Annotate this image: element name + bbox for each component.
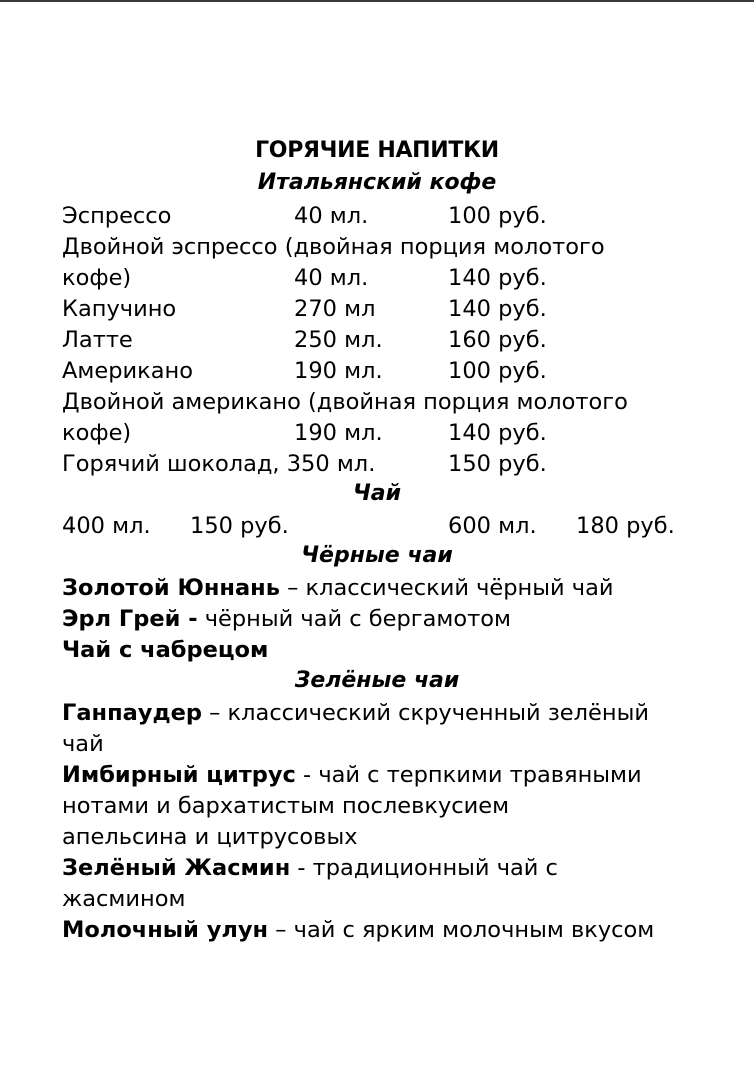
item-name: кофе) — [62, 265, 132, 291]
tea-heading: Чай — [352, 481, 402, 506]
item-volume: 40 мл. — [294, 203, 369, 229]
black-tea-item — [62, 572, 613, 604]
tea-small-volume: 400 мл. — [62, 513, 151, 539]
tea-name: Молочный улун — [62, 917, 269, 943]
item-price: 150 руб. — [448, 451, 547, 477]
item-price: 140 руб. — [448, 265, 547, 291]
green-tea-item — [62, 759, 642, 791]
tea-description: – классический чёрный чай — [279, 575, 614, 601]
tea-name: Ганпаудер — [62, 700, 202, 726]
tea-description: – классический скрученный зелёный — [202, 700, 649, 726]
green-teas-heading: Зелёные чаи — [294, 668, 460, 693]
tea-description-continued: апельсина и цитрусовых — [62, 824, 358, 850]
tea-name: Эрл Грей - — [62, 606, 198, 632]
tea-description: – чай с ярким молочным вкусом — [268, 917, 655, 943]
top-border-line — [0, 0, 754, 2]
tea-description: - традиционный чай с — [290, 855, 558, 881]
item-price: 100 руб. — [448, 358, 547, 384]
item-price: 160 руб. — [448, 327, 547, 353]
item-volume: 270 мл — [294, 296, 376, 322]
item-volume: 190 мл. — [294, 358, 383, 384]
tea-name: Золотой Юннань — [62, 575, 280, 601]
green-tea-item — [62, 852, 558, 884]
black-tea-item — [62, 603, 511, 635]
green-tea-item — [62, 914, 654, 946]
item-price: 140 руб. — [448, 296, 547, 322]
item-volume: 250 мл. — [294, 327, 383, 353]
tea-small-price: 150 руб. — [190, 513, 289, 539]
black-teas-heading: Чёрные чаи — [301, 543, 453, 568]
item-name: Американо — [62, 358, 193, 384]
item-volume: 40 мл. — [294, 265, 369, 291]
tea-large-price: 180 руб. — [576, 513, 675, 539]
tea-description: чёрный чай с бергамотом — [197, 606, 511, 632]
item-name: кофе) — [62, 420, 132, 446]
tea-description: - чай с терпкими травяными — [295, 762, 642, 788]
item-name: Эспрессо — [62, 203, 172, 229]
green-tea-item — [62, 697, 649, 729]
item-name: Капучино — [62, 296, 177, 322]
tea-description-continued: нотами и бархатистым послевкусием — [62, 793, 510, 819]
item-name: Горячий шоколад, 350 мл. — [62, 451, 376, 477]
tea-description-continued: чай — [62, 731, 104, 757]
tea-name: Имбирный цитрус — [62, 762, 296, 788]
coffee-row-double-americano-name: Двойной американо (двойная порция молотого — [62, 389, 628, 415]
item-volume: 190 мл. — [294, 420, 383, 446]
tea-large-volume: 600 мл. — [448, 513, 537, 539]
menu-title: ГОРЯЧИЕ НАПИТКИ — [255, 138, 499, 163]
tea-description-continued: жасмином — [62, 886, 186, 912]
tea-name: Чай с чабрецом — [62, 637, 269, 663]
item-price: 100 руб. — [448, 203, 547, 229]
coffee-row-double-espresso-name: Двойной эспрессо (двойная порция молотого — [62, 234, 605, 260]
item-price: 140 руб. — [448, 420, 547, 446]
coffee-heading: Итальянский кофе — [257, 170, 497, 195]
item-name: Латте — [62, 327, 133, 353]
tea-name: Зелёный Жасмин — [62, 855, 291, 881]
black-tea-item — [62, 634, 268, 666]
